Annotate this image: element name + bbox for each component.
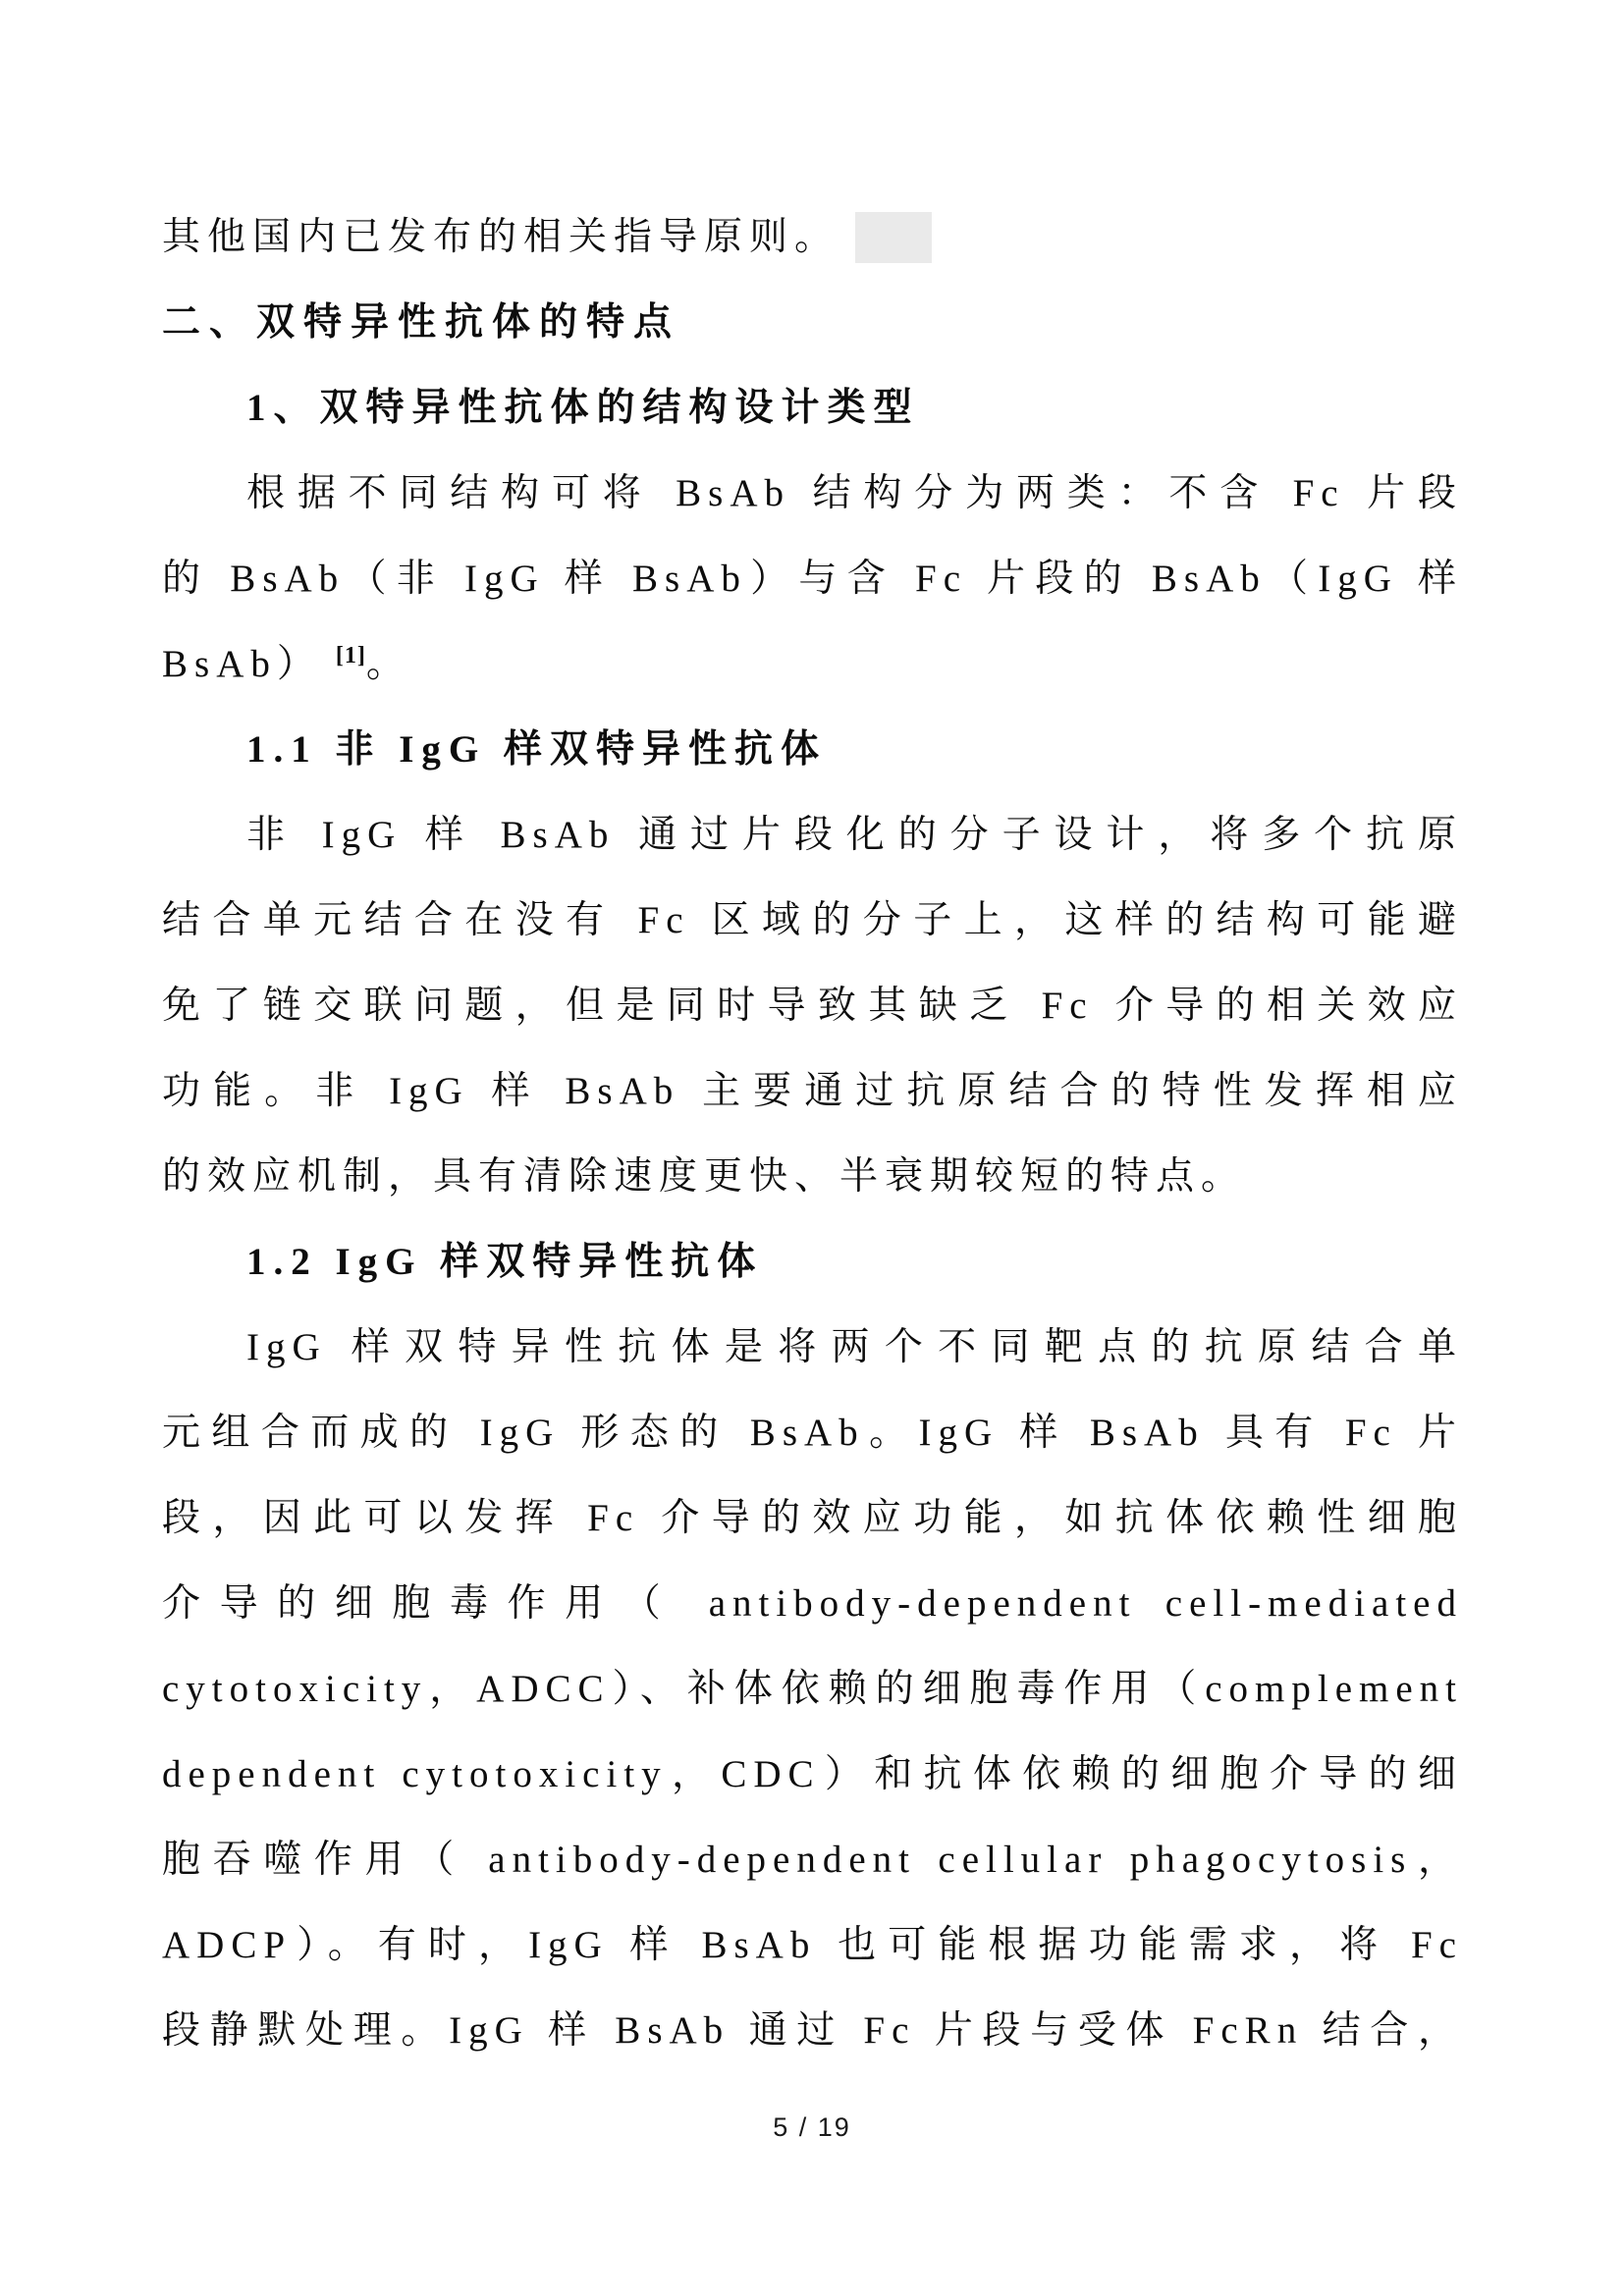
line-text: 1、双特异性抗体的结构设计类型 <box>246 387 920 429</box>
text-line <box>162 194 1463 280</box>
text-line <box>162 792 1463 878</box>
line-text: 二、双特异性抗体的特点 <box>162 301 681 344</box>
line-text: BsAb） <box>162 643 322 685</box>
text-line <box>162 1048 1463 1134</box>
line-text-suffix: 。 <box>365 643 411 685</box>
text-line <box>162 963 1463 1048</box>
line-text: 1.1 非 IgG 样双特异性抗体 <box>246 728 828 771</box>
text-line <box>162 451 1463 536</box>
text-line <box>162 1475 1463 1561</box>
section-heading <box>162 280 1463 365</box>
text-line <box>162 1561 1463 1646</box>
page-number: 5 / 19 <box>773 2112 851 2142</box>
text-line <box>162 621 1463 707</box>
line-text: ADCP）。有时，IgG 样 BsAb 也可能根据功能需求，将 Fc <box>162 1924 1463 1966</box>
line-text: cytotoxicity，ADCC）、补体依赖的细胞毒作用（complement <box>162 1668 1463 1710</box>
section-heading <box>162 1219 1463 1305</box>
text-line <box>162 1305 1463 1390</box>
text-line <box>162 1732 1463 1817</box>
text-line <box>162 878 1463 963</box>
line-text: 段，因此可以发挥 Fc 介导的效应功能，如抗体依赖性细胞 <box>162 1497 1463 1539</box>
line-text: 段静默处理。IgG 样 BsAb 通过 Fc 片段与受体 FcRn 结合， <box>162 2009 1463 2052</box>
line-text: 的 BsAb（非 IgG 样 BsAb）与含 Fc 片段的 BsAb（IgG 样 <box>162 558 1463 600</box>
line-text: 结合单元结合在没有 Fc 区域的分子上，这样的结构可能避 <box>162 899 1463 941</box>
text-line <box>162 1390 1463 1475</box>
line-text: 根据不同结构可将 BsAb 结构分为两类：不含 Fc 片段 <box>246 472 1463 514</box>
text-line <box>162 536 1463 621</box>
citation-ref: [1] <box>335 643 366 668</box>
text-line <box>162 1817 1463 1902</box>
line-text: dependent cytotoxicity，CDC）和抗体依赖的细胞介导的细 <box>162 1753 1463 1795</box>
text-line <box>162 1902 1463 1988</box>
text-line <box>162 1134 1463 1219</box>
line-text: 1.2 IgG 样双特异性抗体 <box>246 1241 764 1283</box>
section-heading <box>162 365 1463 451</box>
document-body <box>162 194 1463 2073</box>
line-text: 胞吞噬作用（ antibody-dependent cellular phagocytosis， <box>162 1839 1463 1881</box>
line-text: 功能。非 IgG 样 BsAb 主要通过抗原结合的特性发挥相应 <box>162 1070 1463 1112</box>
line-text: 非 IgG 样 BsAb 通过片段化的分子设计，将多个抗原 <box>246 814 1463 856</box>
line-text: IgG 样双特异性抗体是将两个不同靶点的抗原结合单 <box>246 1326 1463 1368</box>
line-text: 的效应机制，具有清除速度更快、半衰期较短的特点。 <box>162 1155 1247 1198</box>
text-line <box>162 1646 1463 1732</box>
highlight-mark <box>855 212 932 263</box>
line-text: 其他国内已发布的相关指导原则。 <box>162 216 840 258</box>
line-text: 免了链交联问题，但是同时导致其缺乏 Fc 介导的相关效应 <box>162 985 1463 1027</box>
line-text: 元组合而成的 IgG 形态的 BsAb。IgG 样 BsAb 具有 Fc 片 <box>162 1412 1463 1454</box>
text-line <box>162 1988 1463 2073</box>
line-text: 介导的细胞毒作用（ antibody-dependent cell-mediated <box>162 1582 1463 1625</box>
section-heading <box>162 707 1463 792</box>
